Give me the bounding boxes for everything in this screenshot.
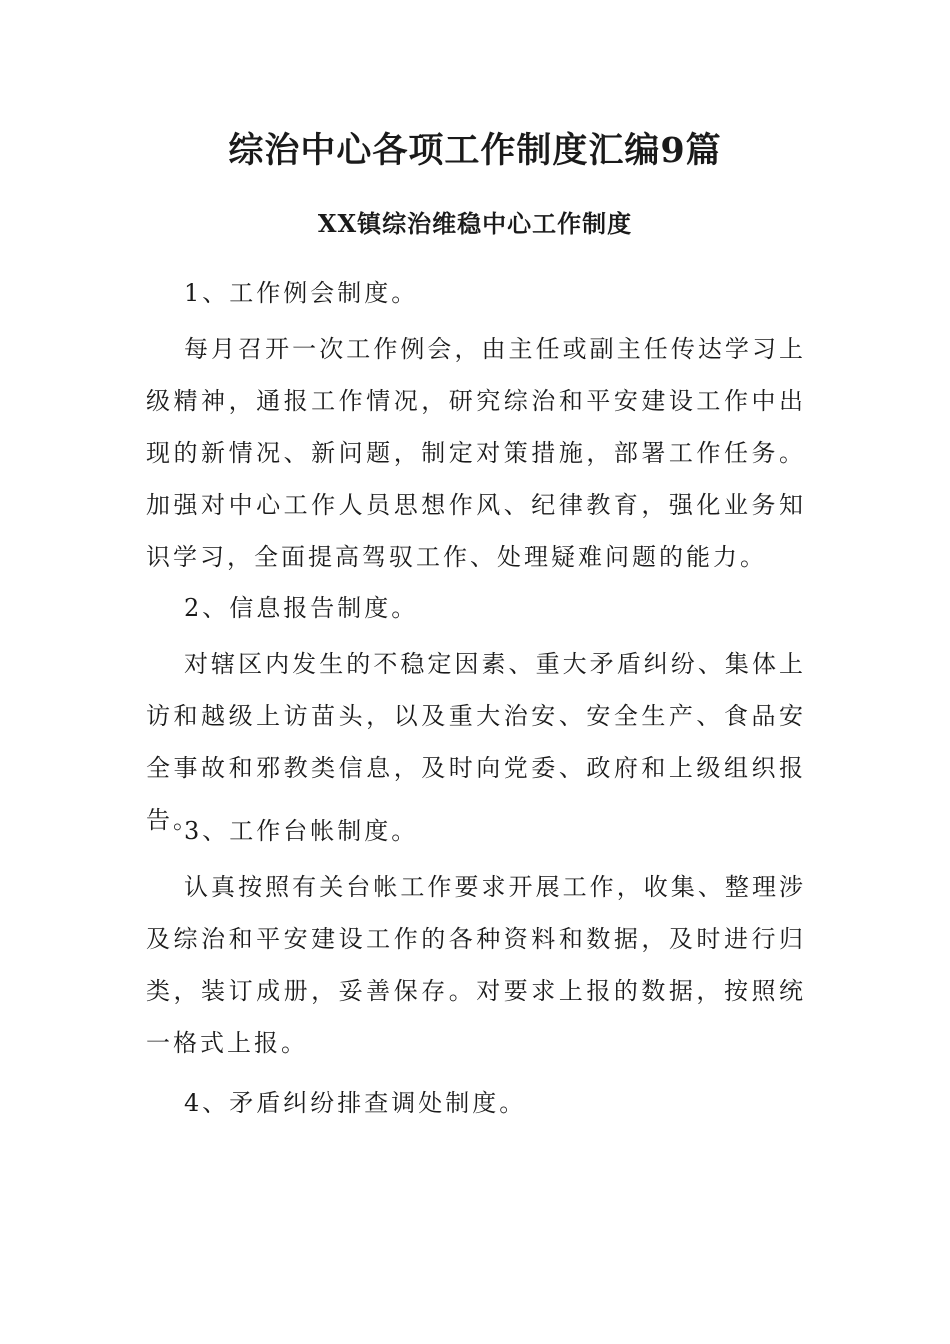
section-heading-3: 3、工作台帐制度。 xyxy=(184,817,419,845)
document-subtitle: XX镇综治维稳中心工作制度 xyxy=(317,209,633,238)
section-heading-4: 4、矛盾纠纷排查调处制度。 xyxy=(184,1089,527,1117)
section-paragraph-2: 对辖区内发生的不稳定因素、重大矛盾纠纷、集体上访和越级上访苗头，以及重大治安、安全生产、食品安全事故和邪教类信息，及时向党委、政府和上级组织报告。 xyxy=(146,650,806,834)
section-heading-1: 1、工作例会制度。 xyxy=(184,279,419,307)
section-heading-2: 2、信息报告制度。 xyxy=(184,594,419,622)
document-title: 综治中心各项工作制度汇编9篇 xyxy=(228,130,722,171)
section-paragraph-1: 每月召开一次工作例会，由主任或副主任传达学习上级精神，通报工作情况，研究综治和平安建设工作中出现的新情况、新问题，制定对策措施，部署工作任务。加强对中心工作人员思想作风、纪律教育，强化业务知识学习，全面提高驾驭工作、处理疑难问题的能力。 xyxy=(146,335,806,571)
section-paragraph-3: 认真按照有关台帐工作要求开展工作，收集、整理涉及综治和平安建设工作的各种资料和数据，及时进行归类，装订成册，妥善保存。对要求上报的数据，按照统一格式上报。 xyxy=(146,873,806,1057)
